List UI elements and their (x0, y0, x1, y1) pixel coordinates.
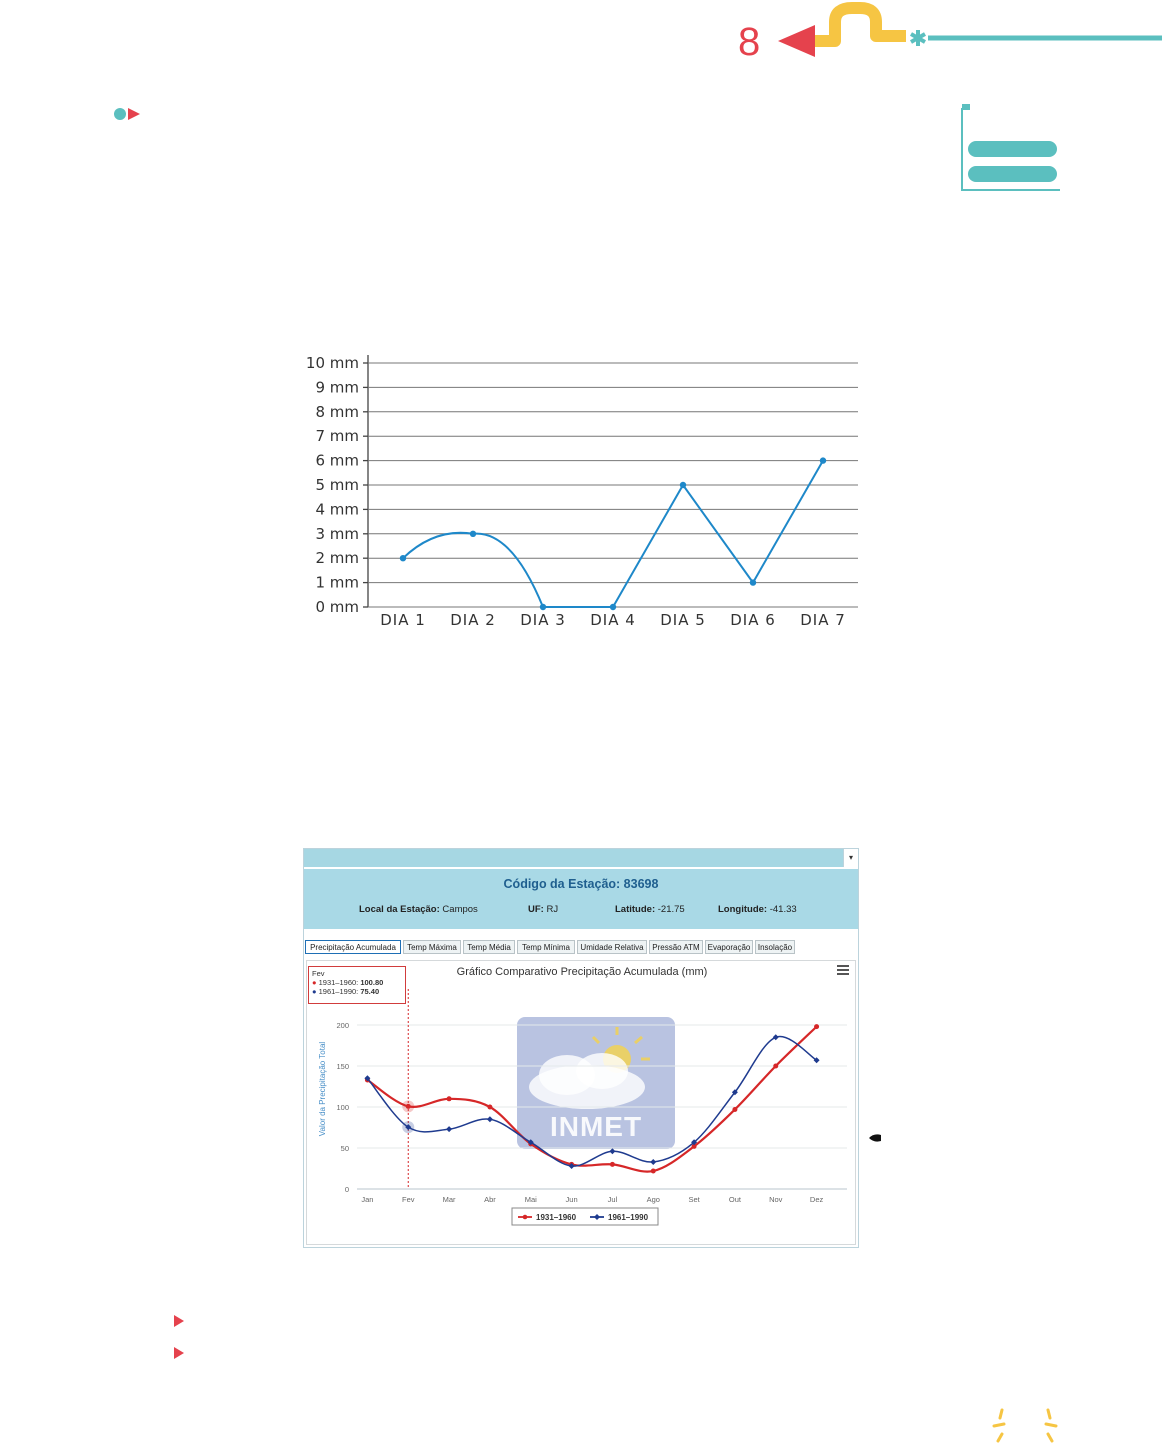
y-tick-label: 150 (336, 1062, 349, 1071)
y-tick-label: 8 mm (315, 402, 359, 421)
y-tick-label: 9 mm (315, 378, 359, 397)
chart-grid (363, 355, 858, 607)
data-point[interactable] (610, 1162, 615, 1167)
x-tick-label: Dez (809, 1195, 824, 1204)
data-point (750, 579, 756, 585)
data-point (820, 457, 826, 463)
station-code-title: Código da Estação: 83698 (503, 877, 659, 891)
series-line-1931-1960 (367, 1027, 816, 1172)
y-tick-label: 3 mm (315, 524, 359, 543)
station-latitude: Latitude: -21.75 (615, 904, 685, 915)
y-axis-ticks (306, 354, 359, 616)
red-play-icon (128, 108, 140, 120)
chevron-down-icon[interactable]: ▾ (843, 849, 858, 867)
tooltip-month: Fev (312, 969, 325, 978)
teal-pill-bottom (968, 166, 1057, 182)
data-point (680, 482, 686, 488)
tooltip-row-1931: ● 1931–1960: 100.80 (312, 978, 384, 987)
bullet-arrow-icon (174, 1315, 184, 1327)
x-tick-label: DIA 6 (730, 611, 776, 629)
x-tick-label: Mar (442, 1195, 456, 1204)
legend-label[interactable]: 1931–1960 (536, 1213, 577, 1222)
left-arrow-icon (778, 25, 815, 57)
y-tick-label: 5 mm (315, 476, 359, 494)
pin-marker-icon (868, 1133, 882, 1143)
comparative-chart-frame (306, 960, 856, 1245)
x-tick-label: DIA 4 (590, 611, 636, 629)
tab-insolacao[interactable]: Insolação (755, 940, 795, 954)
data-point[interactable] (814, 1024, 819, 1029)
x-tick-label: Abr (484, 1195, 496, 1204)
data-point (470, 531, 476, 537)
teal-dot-icon (114, 108, 126, 120)
y-tick-label: 6 mm (315, 451, 359, 470)
bullet-arrow-icon (174, 1347, 184, 1359)
station-location: Local da Estação: Campos (359, 904, 478, 915)
header-decoration (0, 0, 1162, 200)
x-tick-label: DIA 2 (450, 611, 496, 629)
tab-temp-minima[interactable]: Temp Mínima (517, 940, 575, 954)
teal-pill-top (968, 141, 1057, 157)
y-tick-label: 100 (336, 1103, 349, 1112)
data-point (610, 604, 616, 610)
legend-label[interactable]: 1961–1990 (608, 1213, 649, 1222)
y-tick-label: 1 mm (315, 573, 359, 592)
station-header (304, 869, 858, 929)
data-point (540, 604, 546, 610)
y-axis-label: Valor da Precipitação Total (318, 1041, 327, 1137)
inmet-station-panel (303, 848, 859, 1248)
chart-series (364, 1024, 819, 1173)
data-point[interactable] (406, 1104, 411, 1109)
data-point[interactable] (487, 1116, 493, 1122)
x-tick-label: Fev (401, 1195, 415, 1204)
menu-icon[interactable] (837, 965, 849, 975)
x-tick-label: Ago (646, 1195, 660, 1204)
y-tick-label: 200 (336, 1021, 349, 1030)
y-tick-label: 0 mm (315, 598, 359, 616)
data-point[interactable] (487, 1105, 492, 1110)
x-tick-label: Set (688, 1195, 700, 1204)
chart-tooltip (308, 966, 406, 1004)
x-tick-label: Out (728, 1195, 741, 1204)
y-axis-ticks (336, 1021, 349, 1194)
sparkle-decoration-icon (990, 1408, 1060, 1444)
data-point (400, 555, 406, 561)
tab-temp-media[interactable]: Temp Média (463, 940, 515, 954)
data-point[interactable] (446, 1126, 452, 1132)
data-point[interactable] (732, 1107, 737, 1112)
tab-umidade-relativa[interactable]: Umidade Relativa (577, 940, 647, 954)
tab-evaporacao[interactable]: Evaporação (705, 940, 753, 954)
arch-shape-icon (815, 8, 906, 41)
tab-pressao-atm[interactable]: Pressão ATM (649, 940, 703, 954)
page-number: 8 (738, 20, 761, 64)
daily-rain-chart (300, 345, 870, 635)
x-axis-ticks (361, 1195, 823, 1204)
y-tick-label: 7 mm (315, 427, 359, 446)
variable-tab-bar (304, 937, 858, 957)
x-tick-label: DIA 1 (380, 611, 426, 629)
x-tick-label: Jun (565, 1195, 578, 1204)
data-point[interactable] (651, 1168, 656, 1173)
x-tick-label: DIA 3 (520, 611, 566, 629)
x-tick-label: DIA 5 (660, 611, 706, 629)
chart-legend[interactable] (512, 1208, 658, 1225)
x-tick-label: DIA 7 (800, 611, 846, 629)
data-point[interactable] (773, 1034, 779, 1040)
x-axis-ticks (380, 611, 846, 629)
asterisk-icon (911, 30, 925, 46)
x-tick-label: Jul (607, 1195, 618, 1204)
y-tick-label: 0 (344, 1185, 349, 1194)
tab-temp-maxima[interactable]: Temp Máxima (403, 940, 461, 954)
station-longitude: Longitude: -41.33 (718, 904, 797, 915)
data-point[interactable] (447, 1096, 452, 1101)
y-tick-label: 4 mm (315, 500, 359, 519)
station-select-bar[interactable] (304, 849, 858, 867)
chart-title: Gráfico Comparativo Precipitação Acumulada (mm) (456, 966, 708, 978)
inmet-logo-text: INMET (549, 1111, 643, 1142)
data-point[interactable] (609, 1148, 615, 1154)
data-point[interactable] (650, 1159, 656, 1165)
y-tick-label: 50 (340, 1144, 349, 1153)
tab-precipitacao-acumulada[interactable]: Precipitação Acumulada (305, 940, 401, 954)
x-tick-label: Nov (769, 1195, 783, 1204)
x-tick-label: Mai (524, 1195, 537, 1204)
y-tick-label: 2 mm (315, 549, 359, 568)
tooltip-row-1961: ● 1961–1990: 75.40 (312, 987, 380, 996)
y-tick-label: 10 mm (305, 354, 359, 372)
station-uf: UF: RJ (528, 904, 559, 915)
x-tick-label: Jan (361, 1195, 374, 1204)
data-point[interactable] (773, 1064, 778, 1069)
